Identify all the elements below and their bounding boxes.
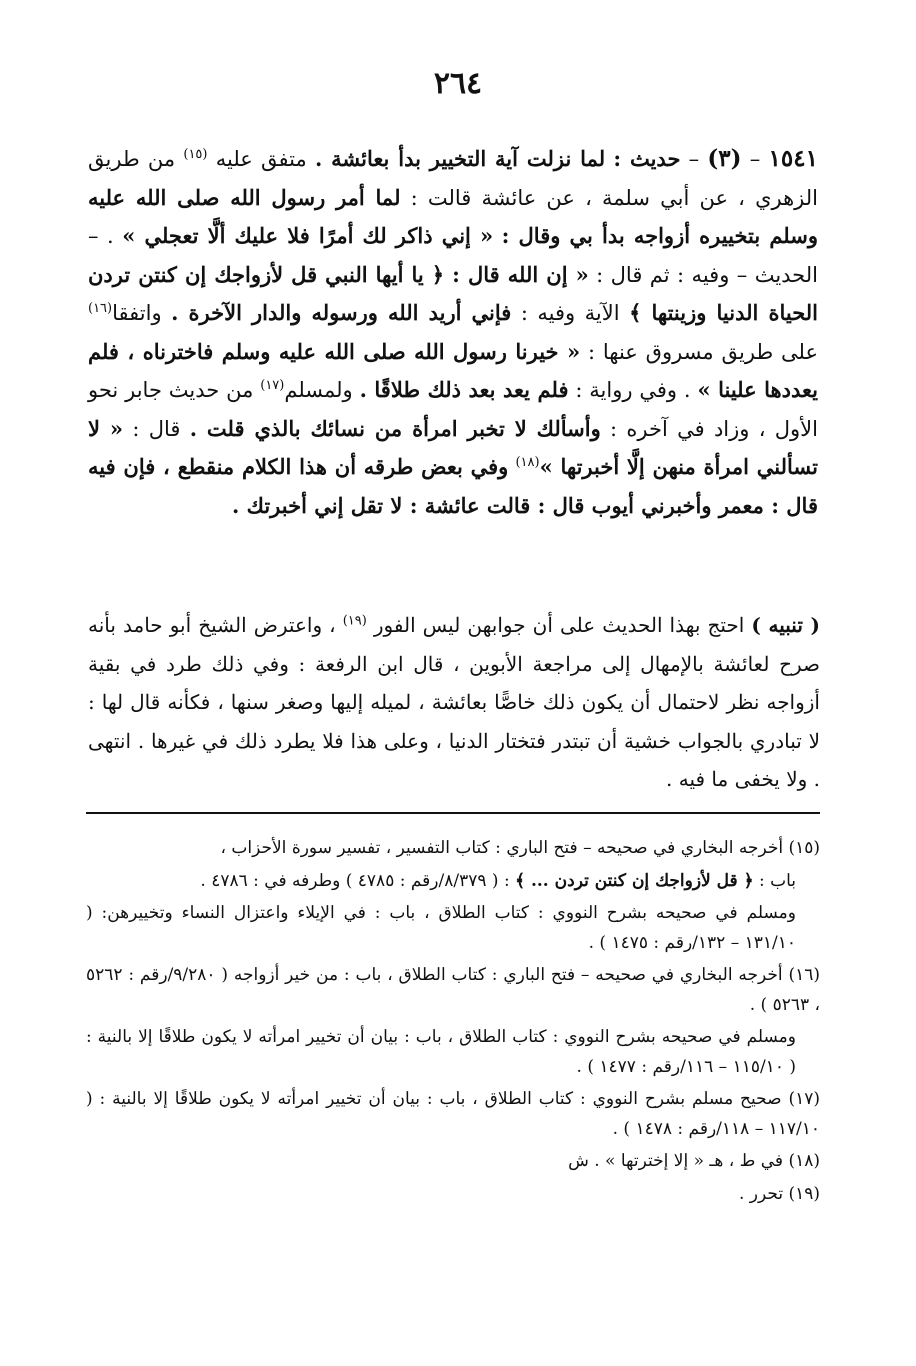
note-paragraph: [88, 606, 820, 799]
hadith-text: الآية وفيه :: [520, 301, 620, 325]
footnote-15-continued: [86, 867, 820, 897]
hadith-text: . وفي رواية :: [575, 378, 691, 402]
footnote-15-muslim: ومسلم في صحيحه بشرح النووي : كتاب الطلاق ، باب : في الإيلاء واعتزال النساء وتخييرهن: ( ١٣١/١٠ – ١٣٢/رقم : ١٤٧٥ ) .: [86, 903, 796, 953]
hadith-title: لما نزلت آية التخيير بدأ بعائشة .: [314, 146, 606, 171]
page-number: ٢٦٤: [433, 66, 483, 101]
footnote-ref-16: (١٦): [88, 301, 113, 316]
dash: –: [680, 147, 700, 171]
hadith-label: حديث :: [613, 146, 681, 171]
hadith-sub-number: (٣): [707, 145, 742, 172]
footnote-15-text: باب :: [758, 870, 796, 891]
hadith-text: . – الحديث – وفيه : ثم قال :: [88, 224, 818, 287]
footnotes: [86, 834, 820, 1212]
note-text: احتج بهذا الحديث على أن جوابهن ليس الفور: [373, 613, 745, 637]
footnote-15: [86, 834, 820, 864]
footnote-ref-15: (١٥): [183, 147, 208, 162]
footnote-19: (١٩) تحرر .: [738, 1183, 820, 1204]
footnote-16-muslim: ومسلم في صحيحه بشرح النووي : كتاب الطلاق ، باب : بيان أن تخيير امرأته لا يكون طلاقًا إلا بالنية : ( ١١٥/١٠ – ١١٦/رقم : ١٤٧٧ ) .: [86, 1027, 796, 1077]
hadith-text: من حديث جابر نحو الأول ، وزاد في آخره :: [88, 378, 818, 441]
footnote-divider: [86, 812, 820, 814]
note-label: ( تنبيه ): [751, 613, 821, 637]
hadith-text-bold: لما أمر رسول الله صلى الله عليه وسلم بتخييره أزواجه بدأ بي وقال :: [88, 184, 818, 248]
hadith-text: ولمسلم: [284, 378, 353, 402]
footnote-ref-19: (١٩): [342, 613, 367, 629]
footnote-17: (١٧) صحيح مسلم بشرح النووي : كتاب الطلاق ، باب : بيان أن تخيير امرأته لا يكون طلاقًا إلا بالنية : ( ١١٧/١٠ – ١١٨/رقم : ١٤٧٨ ) .: [86, 1089, 820, 1139]
hadith-text: واتفقا: [112, 301, 162, 325]
footnote-15-text: (١٥) أخرجه البخاري في صحيحه – فتح الباري : كتاب التفسير ، تفسير سورة الأحزاب ،: [220, 838, 820, 858]
hadith-quote: فلم يعد بعد ذلك طلاقًا .: [359, 377, 569, 402]
hadith-text: على طريق مسروق عنها :: [587, 339, 818, 364]
hadith-text: من طريق الزهري ، عن أبي سلمة ، عن عائشة قالت :: [88, 147, 818, 210]
note-text: ، واعترض الشيخ أبو حامد بأنه صرح لعائشة بالإمهال إلى مراجعة الأبوين ، قال ابن الرفعة : وفي ذلك طرد في بقية أزواجه نظر لاحتمال أن يكون ذلك خاصًّا بعائشة ، لميله إليها وصغر سنها ، فكأنه قال لها : لا تبادري بالجواب خشية أن تبتدر فتختار الدنيا ، وعلى هذا فلا يطرد ذلك في غيرها . انتهى . ولا يخفى ما فيه .: [88, 613, 821, 791]
hadith-quote: « إن الله قال : ﴿ يا أيها النبي قل لأزواجك إن كنتن تردن الحياة الدنيا وزينتها ﴾: [88, 261, 819, 325]
footnote-ref-17: (١٧): [260, 378, 285, 393]
dash: –: [741, 147, 761, 171]
footnote-15-text: : ( ٨/٣٧٩/رقم : ٤٧٨٥ ) وطرفه في : ٤٧٨٦ .: [200, 870, 510, 891]
footnote-16: (١٦) أخرجه البخاري في صحيحه – فتح الباري : كتاب الطلاق ، باب : من خير أزواجه ( ٩/٢٨٠/رقم : ٥٢٦٢ ، ٥٢٦٣ ) .: [86, 965, 820, 1015]
hadith-quote: « إني ذاكر لك أمرًا فلا عليك ألَّا تعجلي »: [122, 223, 494, 248]
hadith-quote: « لا تسألني امرأة منهن إلَّا أخبرتها »: [88, 415, 818, 479]
hadith-entry: [88, 140, 818, 525]
footnote-18: (١٨) في ط ، هـ « إلا إخترتها » . ش: [568, 1151, 820, 1171]
footnote-ref-18: (١٨): [515, 455, 540, 470]
footnote-15-quote: ﴿ قل لأزواجك إن كنتن تردن ... ﴾: [515, 870, 754, 891]
hadith-number: ١٥٤١: [768, 145, 818, 172]
hadith-agreed: متفق عليه: [215, 147, 307, 171]
hadith-quote: فإني أريد الله ورسوله والدار الآخرة .: [171, 300, 512, 325]
hadith-quote: « خيرنا رسول الله صلى الله عليه وسلم فاخترناه ، فلم يعددها علينا »: [88, 338, 818, 402]
hadith-text: قال :: [132, 416, 181, 441]
hadith-quote: وفي بعض طرقه أن هذا الكلام منقطع ، فإن فيه قال : معمر وأخبرني أيوب قال : قالت عائشة : لا تقل إني أخبرتك .: [88, 454, 818, 518]
hadith-quote: وأسألك لا تخبر امرأة من نسائك بالذي قلت .: [189, 415, 601, 441]
